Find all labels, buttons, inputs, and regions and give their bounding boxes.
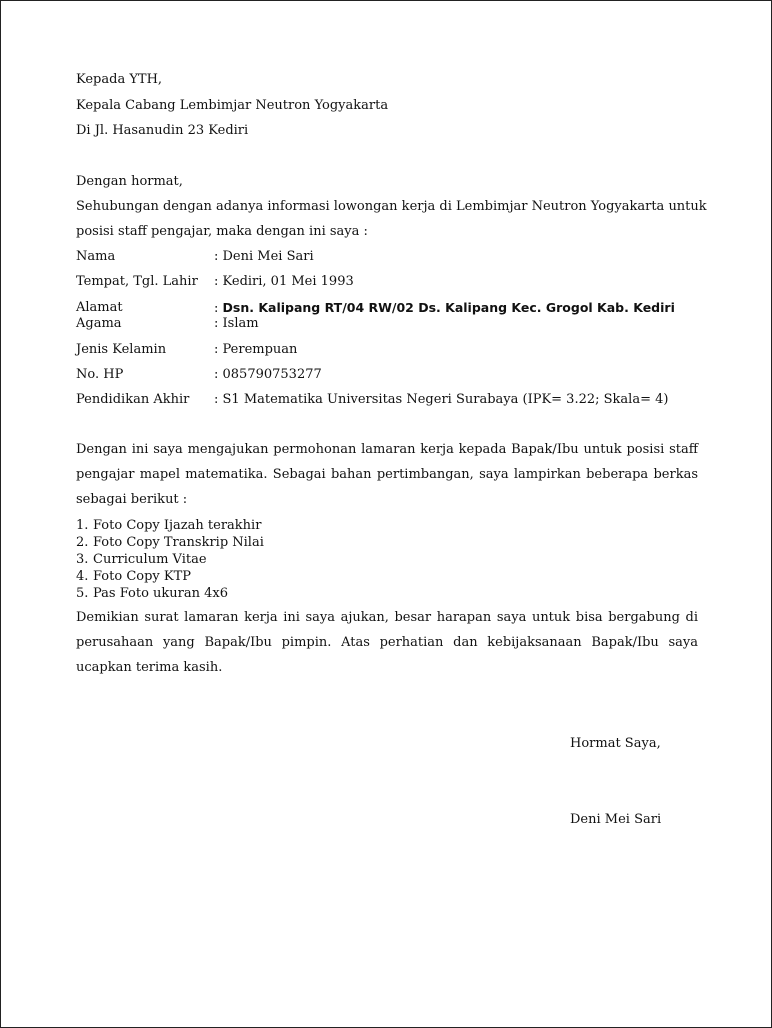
detail-label-religion: Agama bbox=[76, 316, 122, 331]
detail-label-gender: Jenis Kelamin bbox=[76, 342, 167, 357]
detail-value-education: : S1 Matematika Universitas Negeri Surabaya (IPK= 3.22; Skala= 4) bbox=[214, 392, 669, 407]
detail-label-birth: Tempat, Tgl. Lahir bbox=[76, 274, 198, 289]
detail-value-religion: : Islam bbox=[214, 316, 259, 331]
detail-label-address: Alamat bbox=[76, 300, 123, 315]
address-colon: : bbox=[214, 301, 223, 316]
signature-name: Deni Mei Sari bbox=[570, 812, 662, 827]
list-item-number: 2. bbox=[76, 535, 89, 550]
list-item-number: 1. bbox=[76, 518, 89, 533]
recipient-line-1: Kepada YTH, bbox=[76, 72, 163, 87]
application-paragraph: Dengan ini saya mengajukan permohonan lamaran kerja kepada Bapak/Ibu untuk posisi staff pengajar mapel matematika. Sebagai bahan pertimbangan, saya lampirkan beberapa berkas sebagai berikut : bbox=[76, 442, 698, 507]
intro-line-2: posisi staff pengajar, maka dengan ini saya : bbox=[76, 224, 368, 239]
list-item-number: 4. bbox=[76, 569, 89, 584]
detail-label-education: Pendidikan Akhir bbox=[76, 392, 190, 407]
recipient-line-3: Di Jl. Hasanudin 23 Kediri bbox=[76, 123, 249, 138]
address-text: Dsn. Kalipang RT/04 RW/02 Ds. Kalipang Kec. Grogol Kab. Kediri bbox=[222, 300, 675, 315]
list-item-text: Pas Foto ukuran 4x6 bbox=[93, 586, 229, 601]
list-item-text: Foto Copy Transkrip Nilai bbox=[93, 535, 264, 550]
list-item-number: 3. bbox=[76, 552, 89, 567]
list-item bbox=[76, 568, 264, 585]
intro-line-1: Sehubungan dengan adanya informasi lowongan kerja di Lembimjar Neutron Yogyakarta untuk bbox=[76, 199, 707, 214]
list-item-number: 5. bbox=[76, 586, 89, 601]
list-item bbox=[76, 585, 264, 602]
recipient-line-2: Kepala Cabang Lembimjar Neutron Yogyakarta bbox=[76, 98, 389, 113]
detail-value-birth: : Kediri, 01 Mei 1993 bbox=[214, 274, 354, 289]
closing-paragraph: Demikian surat lamaran kerja ini saya ajukan, besar harapan saya untuk bisa bergabung di perusahaan yang Bapak/Ibu pimpin. Atas perhatian dan kebijaksanaan Bapak/Ibu saya ucapkan terima kasih. bbox=[76, 610, 698, 675]
list-item bbox=[76, 534, 264, 551]
detail-value-address bbox=[214, 300, 675, 316]
detail-value-phone: : 085790753277 bbox=[214, 367, 322, 382]
detail-label-phone: No. HP bbox=[76, 367, 124, 382]
list-item bbox=[76, 517, 264, 534]
greeting: Dengan hormat, bbox=[76, 174, 183, 189]
list-item-text: Foto Copy Ijazah terakhir bbox=[93, 518, 262, 533]
list-item-text: Foto Copy KTP bbox=[93, 569, 192, 584]
detail-value-gender: : Perempuan bbox=[214, 342, 298, 357]
list-item bbox=[76, 551, 264, 568]
detail-label-name: Nama bbox=[76, 249, 116, 264]
detail-value-name: : Deni Mei Sari bbox=[214, 249, 314, 264]
attachment-list bbox=[76, 517, 264, 602]
list-item-text: Curriculum Vitae bbox=[93, 552, 207, 567]
signature-closing: Hormat Saya, bbox=[570, 736, 661, 751]
